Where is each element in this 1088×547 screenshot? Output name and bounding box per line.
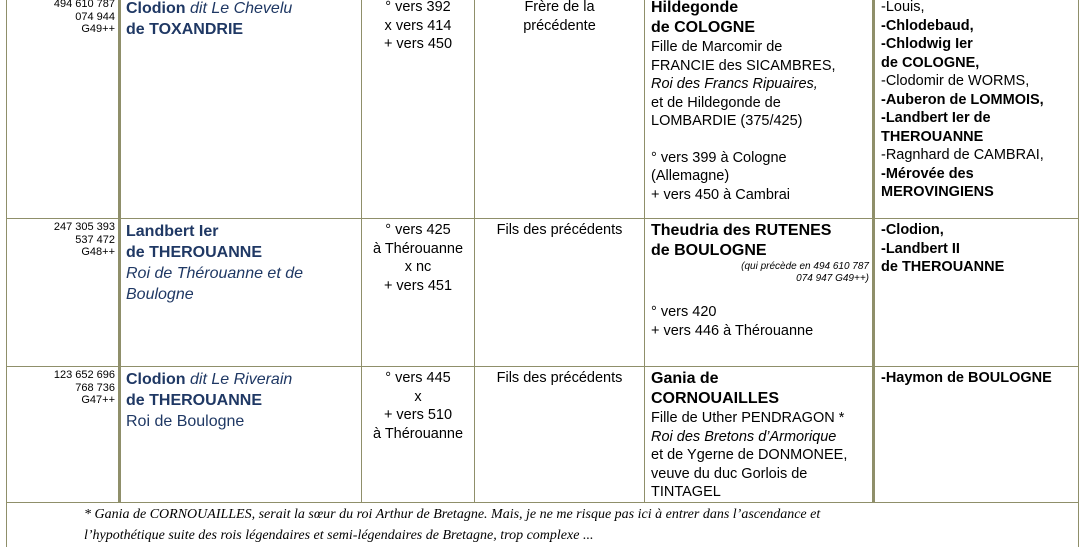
children-list: -Louis, -Chlodebaud, -Chlodwig Ier de COLOGNE, -Clodomir de WORMS, -Auberon de LOMMOIS, -Landbert Ier de THEROUANNE -Ragnhard de CAMBRAI, -Mérovée des MEROVINGIENS [881,0,1044,200]
person-name: Clodion dit Le Chevelu de TOXANDRIE [126,0,293,38]
grid-line [6,0,7,547]
life-dates: ° vers 392 x vers 414 + vers 450 [383,0,453,52]
life-dates: ° vers 445 x + vers 510 à Thérouanne [372,370,464,442]
spouse-info: Gania de CORNOUAILLES Fille de Uther PENDRAGON * Roi des Bretons d’Armorique et de Ygerne de DONMONEE, veuve du duc Gorlois de TINTAGEL [651,370,848,500]
grid-line [872,0,875,502]
person-name: Landbert Ier de THEROUANNE Roi de Thérouanne et de Boulogne [126,221,358,305]
life-dates: ° vers 425 à Thérouanne x nc + vers 451 [372,222,464,294]
grid-line [118,0,121,502]
children-list: -Haymon de BOULOGNE [881,370,1052,386]
footnote: * Gania de CORNOUAILLES, serait la sœur du roi Arthur de Bretagne. Mais, je ne me risque pas ici à entrer dans l’ascendance et l’hypothétique suite des rois légendaires et semi-légendaires de Bretagne, trop complexe ... [84,507,821,543]
spouse-info: Theudria des RUTENES de BOULOGNE (qui précède en 494 610 787 074 947 G49++) ° vers 420 + vers 446 à Thérouanne [651,222,869,339]
spouse-note: 074 947 G49++) [796,273,869,284]
children-list: -Clodion, -Landbert II de THEROUANNE [881,222,1005,275]
relation-text: Fils des précédents [496,370,623,386]
grid-line [6,218,1079,219]
grid-line [644,0,645,502]
relation-text: Frère de la précédente [523,0,596,34]
row-id: 494 610 787 074 944 G49++ [53,0,115,35]
grid-line [6,366,1079,367]
relation-text: Fils des précédents [496,222,623,238]
spouse-note: (qui précède en 494 610 787 [741,261,869,272]
spouse-info: Hildegonde de COLOGNE Fille de Marcomir de FRANCIE des SICAMBRES, Roi des Francs Ripuaires, et de Hildegonde de LOMBARDIE (375/425) ° vers 399 à Cologne (Allemagne) + vers 450 à Cambrai [651,0,836,203]
person-title: Roi de Boulogne [126,413,245,430]
grid-line [6,502,1079,503]
person-name: Clodion dit Le Riverain de THEROUANNE Roi de Boulogne [126,369,358,432]
person-title: Boulogne [126,286,194,303]
person-title: Roi de Thérouanne et de [126,265,304,282]
row-id: 123 652 696 768 736 G47++ [53,369,115,406]
grid-line [474,0,475,502]
grid-line [1078,0,1079,547]
row-id: 247 305 393 537 472 G48++ [53,221,115,258]
